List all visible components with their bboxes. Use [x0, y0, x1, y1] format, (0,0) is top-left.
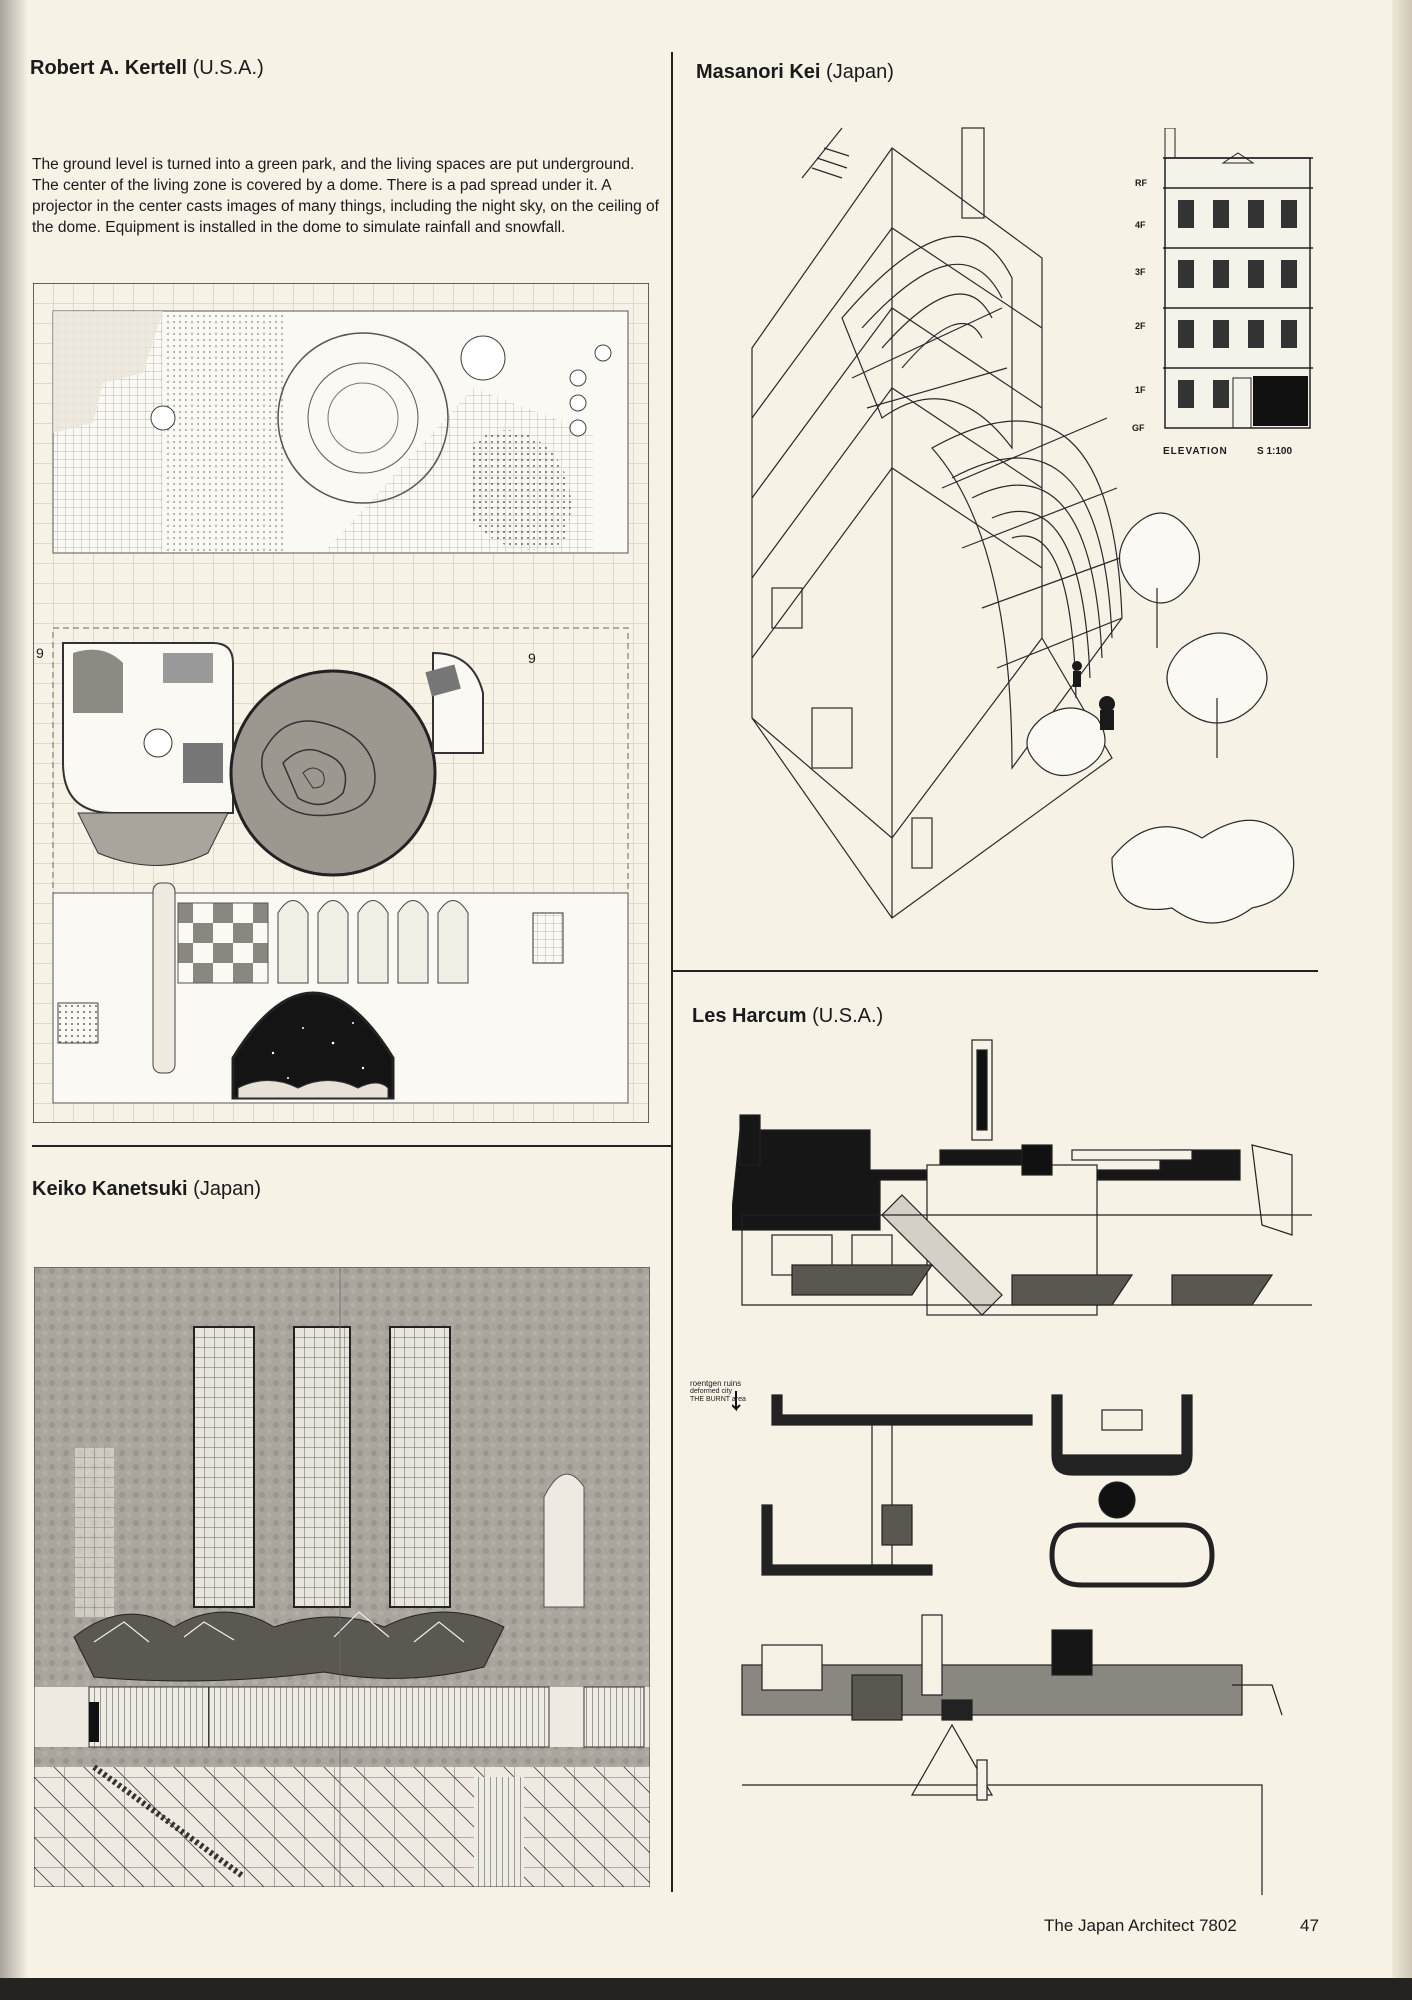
kertell-drawing	[33, 283, 649, 1123]
binding-shadow	[0, 0, 28, 2000]
elevation-scale: S 1:100	[1257, 446, 1293, 457]
elevation-caption: ELEVATION	[1163, 446, 1228, 457]
harcum-note-line-2: deformed city	[690, 1388, 733, 1395]
kertell-heading	[30, 57, 264, 80]
floor-label-gf: GF	[1132, 423, 1145, 433]
floor-label-rf: RF	[1135, 178, 1147, 188]
harcum-drawing	[732, 1035, 1312, 1895]
section-marker-left: 9	[36, 645, 44, 661]
kanetsuki-name: Keiko Kanetsuki	[32, 1178, 188, 1200]
harcum-country: (U.S.A.)	[812, 1005, 884, 1027]
scan-bottom-band	[0, 1978, 1412, 2000]
column-divider	[671, 52, 673, 1892]
page-edge	[1392, 0, 1412, 2000]
floor-label-3f: 3F	[1135, 267, 1146, 277]
kei-elevation-drawing	[1163, 128, 1323, 438]
harcum-heading	[692, 1005, 883, 1028]
kertell-name: Robert A. Kertell	[30, 57, 188, 79]
kanetsuki-country: (Japan)	[193, 1178, 261, 1200]
kertell-description: The ground level is turned into a green park, and the living spaces are put underground. The center of the living zone is covered by a dome. There is a pad spread under it. A projector in the center casts images of many things, including the night sky, on the ceiling of the dome. Equipment is installed in the dome to simulate rainfall and snowfall.	[32, 156, 659, 236]
floor-label-4f: 4F	[1135, 220, 1146, 230]
harcum-note	[690, 1380, 746, 1404]
kei-country: (Japan)	[826, 61, 894, 83]
floor-label-1f: 1F	[1135, 385, 1146, 395]
section-marker-right: 9	[528, 650, 536, 666]
kanetsuki-figure	[34, 1267, 650, 1887]
floor-label-2f: 2F	[1135, 321, 1146, 331]
harcum-name: Les Harcum	[692, 1005, 807, 1027]
harcum-plans-figure	[732, 1035, 1312, 1895]
footer-page-number: 47	[1300, 1916, 1319, 1935]
kei-name: Masanori Kei	[696, 61, 821, 83]
kertell-plan-figure	[33, 283, 649, 1123]
kertell-country: (U.S.A.)	[192, 57, 264, 79]
divider-right	[671, 970, 1318, 972]
footer-publication: The Japan Architect 7802	[1044, 1916, 1237, 1935]
divider-left	[32, 1145, 671, 1147]
kei-heading	[696, 61, 894, 84]
kanetsuki-heading	[32, 1178, 261, 1201]
kei-elevation-figure	[1163, 128, 1323, 438]
harcum-note-line-1: roentgen ruins	[690, 1379, 742, 1388]
kanetsuki-drawing	[34, 1267, 650, 1887]
harcum-note-line-3: THE BURNT area	[690, 1396, 746, 1403]
